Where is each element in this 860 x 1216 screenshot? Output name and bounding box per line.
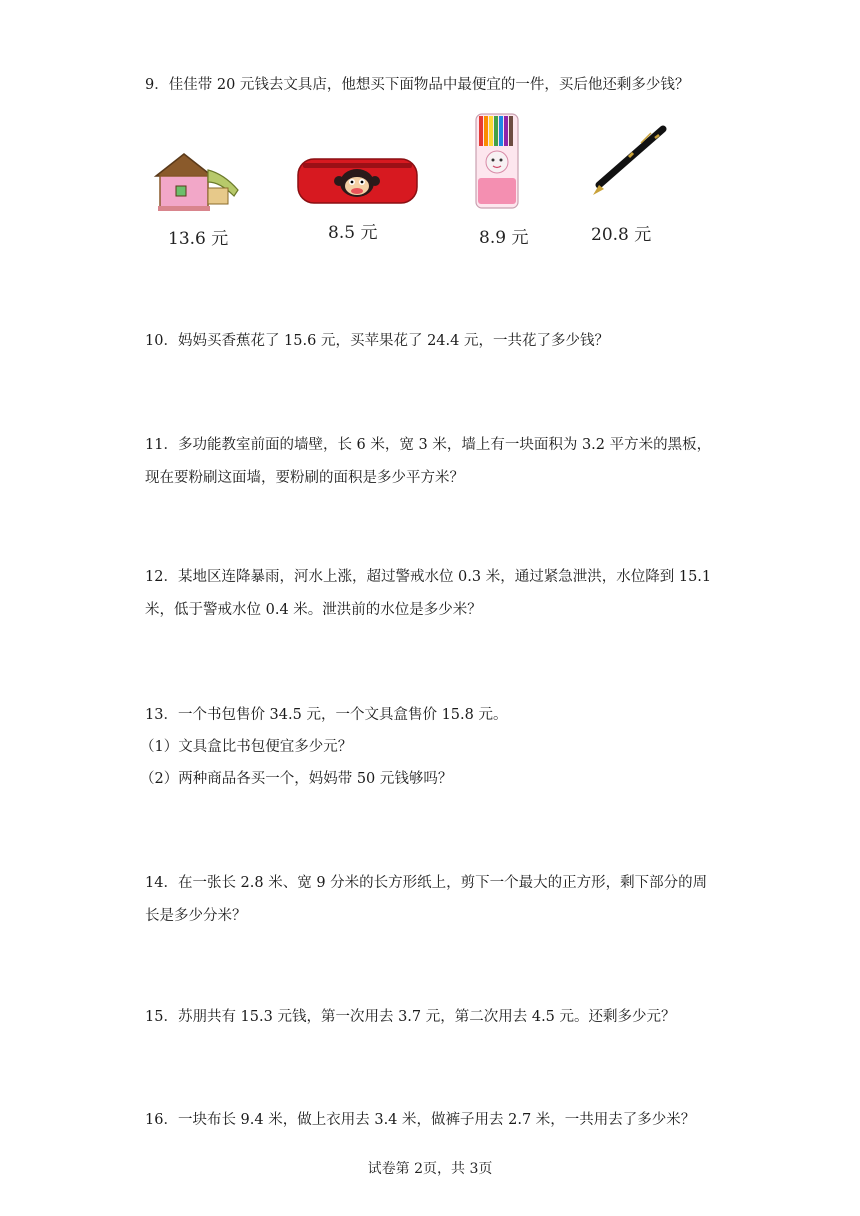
page-footer: 试卷第 2页，共 3页 bbox=[367, 1161, 493, 1177]
question-text: 佳佳带 20 元钱去文具店，他想买下面物品中最便宜的一件，买后他还剩多少钱？ bbox=[168, 77, 690, 93]
question-11 bbox=[145, 435, 725, 488]
fountain-pen-icon bbox=[585, 123, 670, 198]
item-price: 8.5 元 bbox=[328, 223, 378, 243]
item-fountain-pen bbox=[585, 123, 670, 198]
stationery-items bbox=[140, 108, 700, 248]
pencil-case-icon bbox=[295, 153, 420, 208]
question-text: 妈妈买香蕉花了 15.6 元，买苹果花了 24.4 元，一共花了多少钱？ bbox=[177, 333, 609, 349]
question-text: 某地区连降暴雨，河水上涨，超过警戒水位 0.3 米，通过紧急泄洪，水位降到 15.1 bbox=[177, 569, 712, 585]
question-10 bbox=[145, 331, 725, 351]
question-number: 12． bbox=[145, 569, 178, 585]
question-subpart: （2）两种商品各买一个，妈妈带 50 元钱够吗？ bbox=[140, 771, 453, 787]
item-pencil-case bbox=[295, 153, 420, 208]
question-number: 9． bbox=[145, 77, 169, 93]
question-line: 米，低于警戒水位 0.4 米。泄洪前的水位是多少米？ bbox=[145, 602, 482, 618]
question-text: 苏朋共有 15.3 元钱，第一次用去 3.7 元，第二次用去 4.5 元。还剩多少元？ bbox=[177, 1009, 676, 1025]
question-number: 15． bbox=[145, 1009, 178, 1025]
question-text: 多功能教室前面的墙壁，长 6 米，宽 3 米，墙上有一块面积为 3.2 平方米的黑板， bbox=[177, 437, 712, 453]
item-marker-pens bbox=[473, 110, 521, 212]
question-line bbox=[145, 705, 725, 725]
question-line bbox=[145, 873, 725, 893]
item-price: 20.8 元 bbox=[591, 225, 652, 245]
question-line: 长是多少分米？ bbox=[145, 908, 247, 924]
question-16 bbox=[145, 1110, 725, 1130]
question-14 bbox=[145, 873, 725, 926]
question-text: 一个书包售价 34.5 元，一个文具盒售价 15.8 元。 bbox=[177, 707, 508, 723]
question-13 bbox=[140, 705, 725, 789]
question-12 bbox=[145, 567, 725, 620]
item-price: 13.6 元 bbox=[168, 229, 229, 249]
question-number: 11． bbox=[145, 437, 178, 453]
question-number: 14． bbox=[145, 875, 178, 891]
question-text: 在一张长 2.8 米、宽 9 分米的长方形纸上，剪下一个最大的正方形，剩下部分的周 bbox=[177, 875, 708, 891]
question-line bbox=[145, 435, 725, 455]
question-number: 16． bbox=[145, 1112, 178, 1128]
marker-pens-icon bbox=[473, 110, 521, 212]
question-number: 10． bbox=[145, 333, 178, 349]
item-house-sharpener bbox=[150, 146, 245, 216]
question-9 bbox=[145, 75, 725, 95]
question-text: 一块布长 9.4 米，做上衣用去 3.4 米，做裤子用去 2.7 米，一共用去了多少米？ bbox=[177, 1112, 696, 1128]
question-line: 现在要粉刷这面墙，要粉刷的面积是多少平方米？ bbox=[145, 470, 464, 486]
item-price: 8.9 元 bbox=[479, 228, 529, 248]
question-subpart: （1）文具盒比书包便宜多少元？ bbox=[140, 739, 353, 755]
house-sharpener-icon bbox=[150, 146, 245, 216]
question-15 bbox=[145, 1007, 725, 1027]
question-number: 13． bbox=[145, 707, 178, 723]
question-line bbox=[145, 567, 725, 587]
